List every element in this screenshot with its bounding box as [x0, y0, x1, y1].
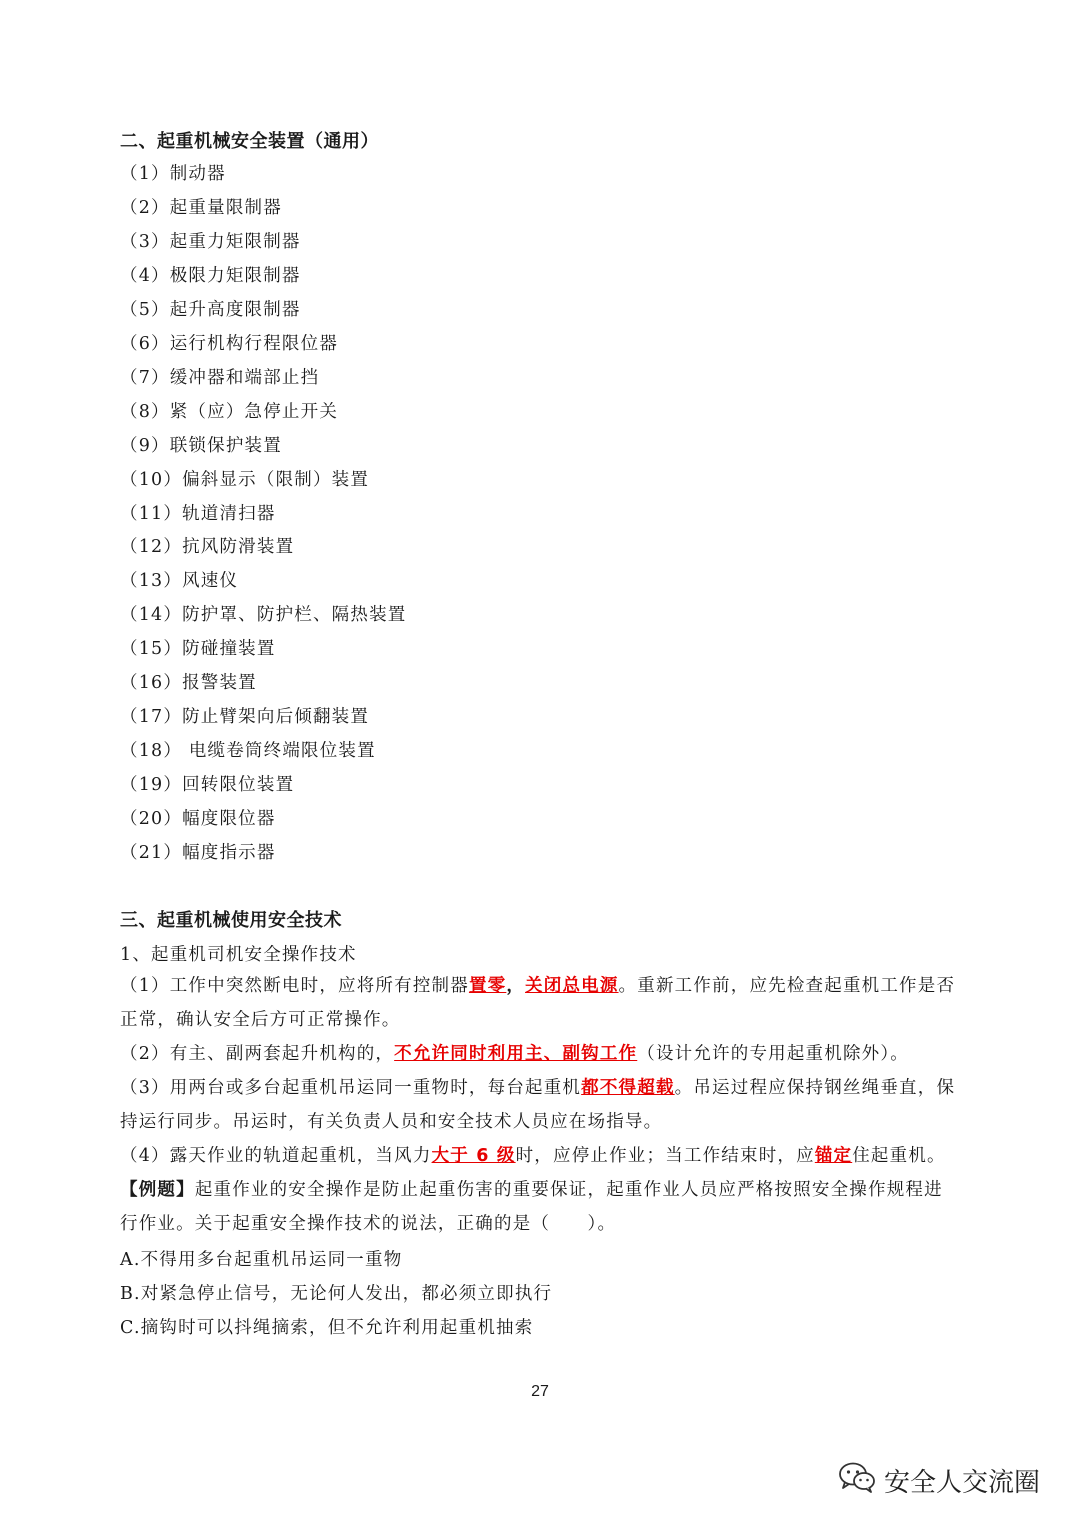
- p4-text-a: （4）露天作业的轨道起重机，当风力: [120, 1146, 432, 1166]
- example-text: 起重作业的安全操作是防止起重伤害的重要保证，起重作业人员应严格按照安全操作规程进行作业。关于起重安全操作技术的说法，正确的是（ ）。: [120, 1180, 943, 1234]
- p3-highlight-1: 都不得超载: [581, 1078, 675, 1098]
- device-list-item: （11）轨道清扫器: [120, 503, 276, 524]
- paragraph-1: [120, 969, 960, 1037]
- device-list-item: （12）抗风防滑装置: [120, 537, 295, 558]
- paragraph-3: [120, 1071, 960, 1139]
- paragraph-2: [120, 1037, 960, 1071]
- wechat-icon: [838, 1461, 876, 1500]
- device-list-item: （18） 电缆卷筒终端限位装置: [120, 741, 376, 762]
- device-list-item: （14）防护罩、防护栏、隔热装置: [120, 605, 407, 626]
- p3-text-b: 。吊运过程应保持钢丝绳垂直，保持运行同步。吊运时，有关负责人员和安全技术人员应在场指导。: [120, 1078, 956, 1132]
- p3-text-a: （3）用两台或多台起重机吊运同一重物时，每台起重机: [120, 1078, 582, 1098]
- p2-highlight-1: 不允许同时利用主、副钩工作: [394, 1044, 638, 1064]
- device-list-item: （13）风速仪: [120, 571, 239, 592]
- device-list-item: （9）联锁保护装置: [120, 435, 282, 456]
- device-list-item: （5）起升高度限制器: [120, 299, 301, 320]
- page-number: 27: [531, 1383, 549, 1400]
- option-b: B.对紧急停止信号，无论何人发出，都必须立即执行: [120, 1284, 553, 1304]
- device-list-item: （10）偏斜显示（限制）装置: [120, 469, 370, 490]
- device-list-item: （6）运行机构行程限位器: [120, 333, 339, 354]
- section-2-title: 二、起重机械安全装置（通用）: [120, 131, 379, 152]
- device-list-item: （8）紧（应）急停止开关: [120, 401, 339, 422]
- p4-highlight-1: 大于 6 级: [431, 1146, 516, 1166]
- device-list-item: （3）起重力矩限制器: [120, 231, 301, 252]
- device-list-item: （15）防碰撞装置: [120, 639, 276, 660]
- p2-text-b: （设计允许的专用起重机除外）。: [637, 1044, 909, 1064]
- device-list-item: （2）起重量限制器: [120, 197, 282, 218]
- p1-highlight-1: 置零: [468, 976, 507, 996]
- p1-highlight-2: 关闭总电源: [525, 976, 619, 996]
- p1-text-a: （1）工作中突然断电时，应将所有控制器: [120, 976, 469, 996]
- device-list-item: （21）幅度指示器: [120, 843, 276, 863]
- device-list-item: （19）回转限位装置: [120, 775, 295, 796]
- device-list-item: （16）报警装置: [120, 673, 257, 694]
- p2-text-a: （2）有主、副两套起升机构的，: [120, 1044, 395, 1064]
- option-c: C.摘钩时可以抖绳摘索，但不允许利用起重机抽索: [120, 1318, 534, 1338]
- p1-text-b: ，: [506, 976, 526, 996]
- watermark-text: 安全人交流圈: [884, 1467, 1041, 1498]
- device-list-item: （7）缓冲器和端部止挡: [120, 367, 320, 388]
- device-list-item: （17）防止臂架向后倾翻装置: [120, 707, 370, 728]
- device-list-item: （1）制动器: [120, 164, 226, 184]
- p1-text-c: 。重新工作前，应先检查起重机工作是否正常，确认安全后方可正常操作。: [120, 976, 956, 1030]
- device-list-item: （4）极限力矩限制器: [120, 265, 301, 286]
- example-tag: 【例题】: [120, 1180, 195, 1200]
- section-3-title: 三、起重机械使用安全技术: [120, 910, 342, 931]
- p4-text-c: 住起重机。: [852, 1146, 946, 1166]
- example-question: [120, 1173, 960, 1241]
- watermark: [838, 1462, 1040, 1498]
- subsection-title: 1、起重机司机安全操作技术: [120, 945, 357, 965]
- device-list-item: （20）幅度限位器: [120, 809, 276, 830]
- option-a: A.不得用多台起重机吊运同一重物: [120, 1250, 403, 1270]
- p4-highlight-2: 锚定: [814, 1146, 853, 1166]
- p4-text-b: 时，应停止作业；当工作结束时，应: [515, 1146, 815, 1166]
- paragraph-4: [120, 1139, 960, 1173]
